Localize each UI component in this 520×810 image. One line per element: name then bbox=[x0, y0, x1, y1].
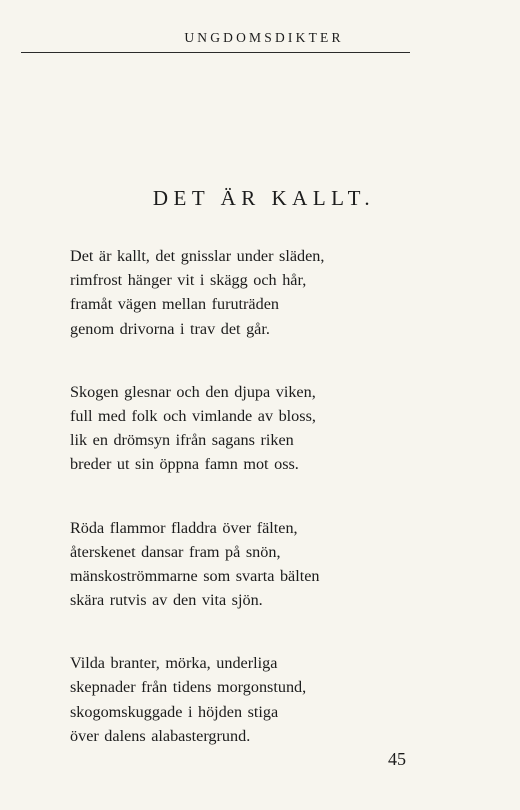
poem-line: framåt vägen mellan furuträden bbox=[70, 295, 279, 314]
poem-line: full med folk och vimlande av bloss, bbox=[70, 406, 316, 425]
poem-line: skära rutvis av den vita sjön. bbox=[70, 591, 263, 610]
poem-line: Det är kallt, det gnisslar under släden, bbox=[70, 247, 325, 265]
poem-title: DET ÄR KALLT. bbox=[152, 186, 376, 210]
poem-line: mänskoströmmarne som svarta bälten bbox=[70, 566, 320, 585]
stanza-3 bbox=[70, 516, 400, 613]
poem-line: skepnader från tidens morgonstund, bbox=[70, 678, 307, 697]
stanza-1 bbox=[70, 244, 400, 341]
poem-line: breder ut sin öppna famn mot oss. bbox=[70, 455, 299, 474]
stanza-4 bbox=[70, 651, 400, 748]
poem-line: skogomskuggade i höjden stiga bbox=[70, 702, 279, 721]
poem-body bbox=[70, 244, 400, 787]
poem-line: Skogen glesnar och den djupa viken, bbox=[70, 382, 316, 401]
poem-line: genom drivorna i trav det går. bbox=[70, 319, 270, 338]
page-number: 45 bbox=[388, 749, 406, 769]
stanza-2 bbox=[70, 380, 400, 477]
poem-line: Röda flammor fladdra över fälten, bbox=[70, 518, 298, 537]
poem-line: återskenet dansar fram på snön, bbox=[70, 542, 281, 561]
poem-line: över dalens alabastergrund. bbox=[70, 726, 251, 745]
poem-line: rimfrost hänger vit i skägg och hår, bbox=[70, 271, 307, 290]
running-head: UNGDOMSDIKTER bbox=[184, 30, 344, 45]
poem-line: Vilda branter, mörka, underliga bbox=[70, 654, 278, 673]
poem-line: lik en drömsyn ifrån sagans riken bbox=[70, 431, 294, 450]
header-rule bbox=[21, 52, 410, 53]
